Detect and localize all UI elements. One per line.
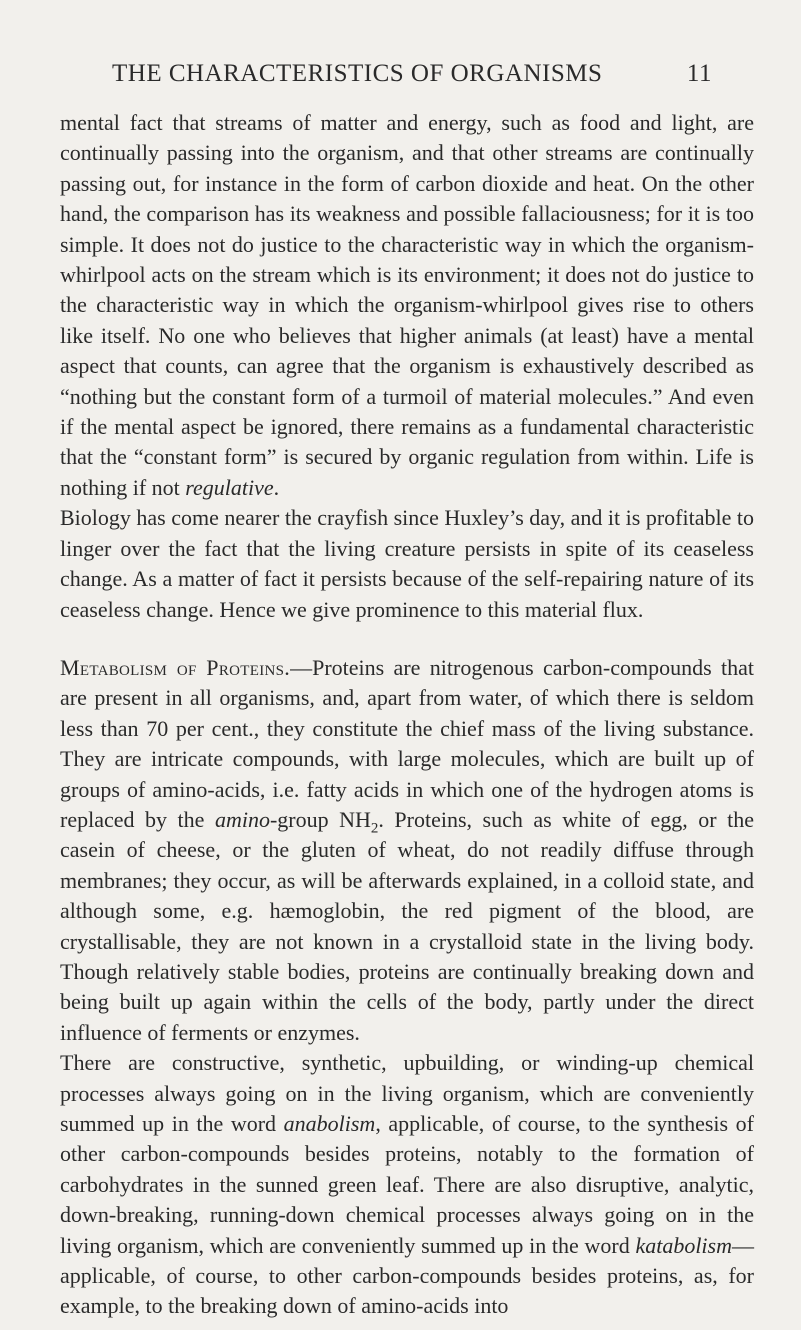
text-run: , applicable, of course, to the synthesis of other carbon-compounds besides proteins, notably to the formation of carbohydrates in the sunned green leaf. There are also disruptive, analytic, down-breaking, running-down chemical processes always going on in the living organism, which are conveniently summed up in the word (60, 1111, 754, 1258)
body-text (60, 108, 754, 1322)
text-run: . (273, 474, 280, 500)
section-heading: Metabolism of Proteins. (60, 654, 291, 680)
text-run: -group NH (269, 806, 371, 832)
emphasis: regulative (185, 474, 274, 500)
text-run: . Proteins, such as white of egg, or the casein of cheese, or the gluten of wheat, do not readily diffuse through membranes; they occur, as will be afterwards explained, in a colloid state, and although some, e.g. hæmoglobin, the red pigment of the blood, are crystallisable, they are not known in a crystalloid state in the living body. Though relatively stable bodies, proteins are continually breaking down and being built up again within the cells of the body, partly under the direct influence of ferments or enzymes. (60, 806, 754, 1045)
text-run: —Proteins are nitrogenous carbon-compounds that are present in all organisms, and, apart from water, of which there is seldom less than 70 per cent., they constitute the chief mass of the living substance. They are intricate compounds, with large molecules, which are built up of groups of amino-acids, i.e. fatty acids in which one of the hydrogen atoms is replaced by the (60, 654, 754, 832)
text-run: There are constructive, synthetic, upbuilding, or winding-up chemical processes always going on in the living organism, which are conveniently summed up in the word (60, 1050, 754, 1136)
text-run: —applicable, of course, to other carbon-compounds besides proteins, as, for example, to the breaking down of amino-acids into (60, 1232, 754, 1319)
paragraph-metabolism-of-proteins (60, 653, 754, 1048)
running-title: THE CHARACTERISTICS OF ORGANISMS (112, 60, 603, 87)
running-head (112, 60, 712, 88)
emphasis-anabolism: anabolism (283, 1111, 376, 1136)
subscript: 2 (370, 820, 379, 837)
paragraph-continuation (60, 108, 754, 503)
paragraph-anabolism-katabolism (60, 1048, 754, 1322)
emphasis: amino (214, 806, 270, 832)
emphasis-katabolism: katabolism (635, 1232, 732, 1258)
paragraph-biology: Biology has come nearer the crayfish since Huxley’s day, and it is profitable to linger over the fact that the living creature persists in spite of its ceaseless change. As a matter of fact it persists because of the self-repairing nature of its ceaseless change. Hence we give prominence to this material flux. (60, 505, 754, 622)
text-run: mental fact that streams of matter and energy, such as food and light, are continually passing into the organism, and that other streams are continually passing out, for instance in the form of carbon dioxide and heat. On the other hand, the comparison has its weakness and possible fallaciousness; for it is too simple. It does not do justice to the characteristic way in which the organism-whirlpool acts on the stream which is its environment; it does not do justice to the characteristic way in which the organism-whirlpool gives rise to others like itself. No one who believes that higher animals (at least) have a mental aspect that counts, can agree that the organism is exhaustively described as “nothing but the constant form of a turmoil of material molecules.” And even if the mental aspect be ignored, there remains as a fundamental characteristic that the “constant form” is secured by organic regulation from within. Life is nothing if not (60, 110, 754, 500)
page-number: 11 (686, 60, 712, 87)
